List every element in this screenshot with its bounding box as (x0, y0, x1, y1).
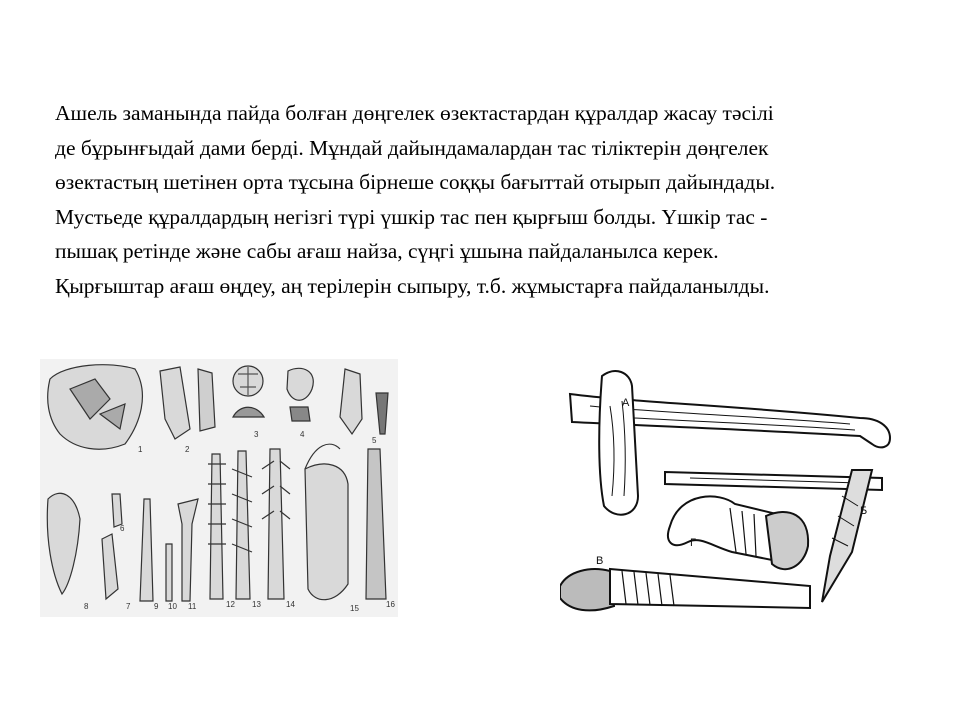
figure-number-3: 3 (254, 430, 259, 439)
label-a: А (622, 397, 630, 409)
text-line-1: Ашель заманында пайда болған дөңгелек өзектастардан құралдар жасау тәсілі (55, 101, 774, 125)
label-g: Г (690, 537, 696, 549)
figure-number-5: 5 (372, 436, 377, 445)
tool-g-stone (766, 512, 808, 569)
tool-v-handle (610, 569, 810, 608)
figure-number-16: 16 (386, 600, 395, 609)
tool-v-tip (560, 569, 614, 610)
text-line-4: Мустьеде құралдардың негізгі түрі үшкір тас пен қырғыш болды. Үшкір тас - (55, 204, 768, 229)
tool-9 (166, 544, 172, 601)
figure-number-14: 14 (286, 600, 295, 609)
figure-number-1: 1 (138, 445, 143, 454)
figure-number-6: 6 (120, 524, 125, 533)
slide-text (55, 96, 960, 303)
figure-number-9: 9 (154, 602, 159, 611)
text-line-6: Қырғыштар ағаш өңдеу, аң терілерін сыпыру, т.б. жұмыстарға пайдаланылды. (55, 273, 770, 298)
figure-number-13: 13 (252, 600, 261, 609)
figure-number-2: 2 (185, 445, 190, 454)
tool-12 (210, 454, 223, 599)
figure-number-15: 15 (350, 604, 359, 613)
figure-number-10: 10 (168, 602, 177, 611)
tool-15 (305, 464, 348, 600)
figure-number-12: 12 (226, 600, 235, 609)
stone-tools-illustration (40, 359, 398, 617)
figure-number-8: 8 (84, 602, 89, 611)
label-v: В (596, 555, 604, 567)
figure-number-4: 4 (300, 430, 305, 439)
label-b: Б (860, 505, 868, 517)
figure-number-7: 7 (126, 602, 131, 611)
figure-number-11: 11 (188, 602, 197, 611)
text-line-5: пышақ ретінде және сабы ағаш найза, сүңгі ұшына пайдаланылса керек. (55, 239, 719, 263)
hafted-tools-illustration (560, 366, 905, 621)
tool-b-point (822, 470, 872, 602)
text-line-2: де бұрынғыдай дами берді. Мұндай дайындамалардан тас тіліктерін дөңгелек (55, 135, 769, 160)
tool-a-stone (599, 371, 638, 515)
text-line-3: өзектастың шетінен орта тұсына бірнеше соққы бағыттай отырып дайындады. (55, 170, 776, 194)
